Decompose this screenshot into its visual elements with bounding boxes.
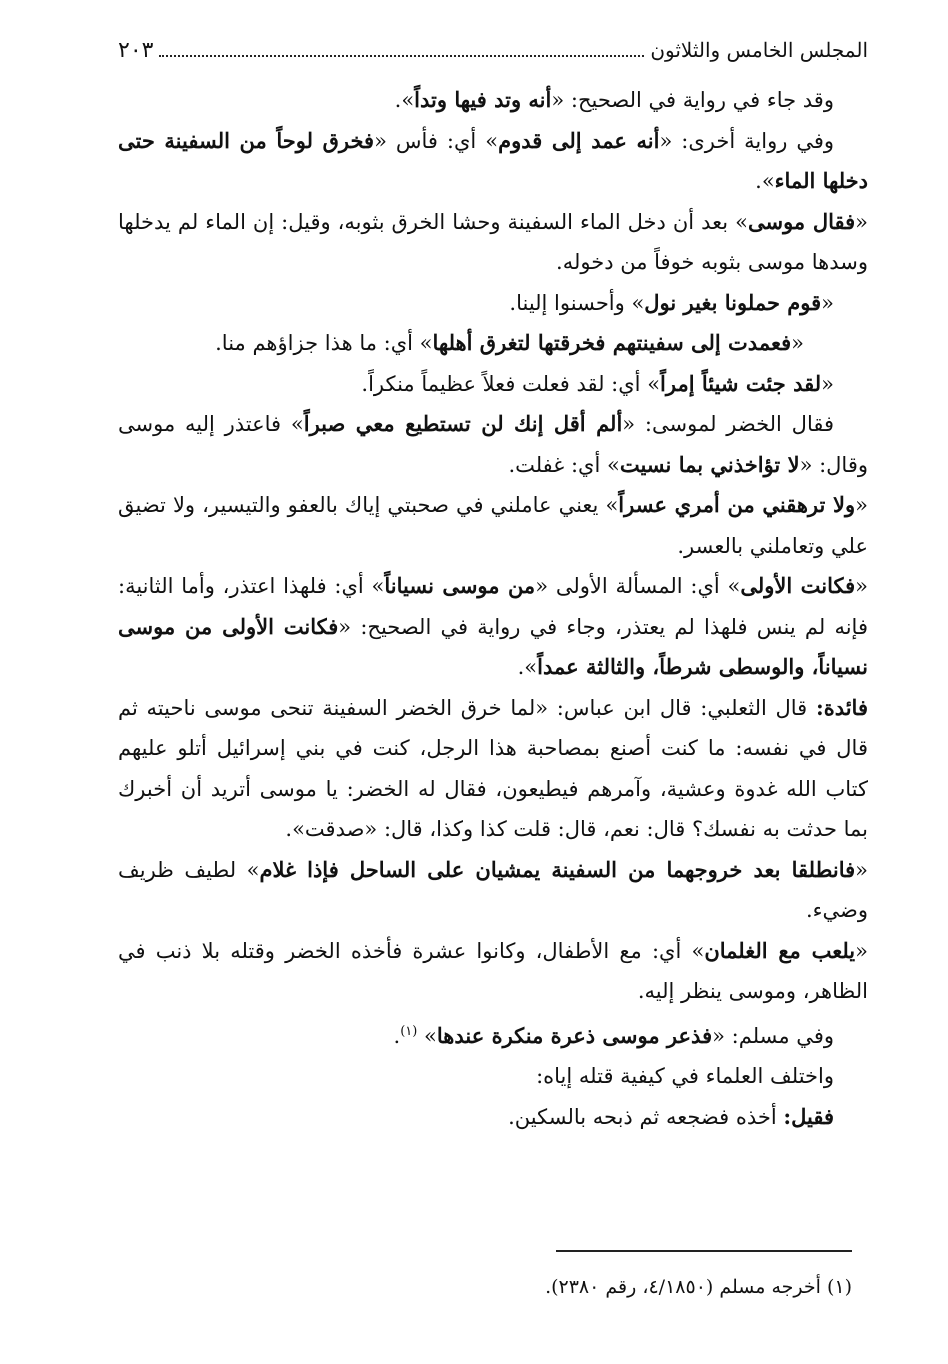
quoted-text-bold: لقد جئت شيئاً إمراً — [660, 370, 822, 396]
paragraph — [118, 850, 868, 931]
paragraph — [118, 364, 868, 405]
paragraph-text: « — [791, 331, 804, 355]
paragraph-text: » أي: المسألة الأولى « — [535, 574, 741, 598]
paragraph — [118, 323, 868, 364]
paragraph-text: » أي: فأس « — [374, 128, 499, 153]
footnote: (١) أخرجه مسلم (٤/١٨٥٠، رقم ٢٣٨٠). — [545, 1276, 852, 1298]
quoted-text-bold: فائدة: — [815, 694, 868, 720]
paragraph-text: . — [393, 1023, 401, 1048]
quoted-text-bold: لا تؤاخذني بما نسيت — [619, 451, 800, 477]
paragraph — [118, 404, 868, 485]
running-header — [118, 38, 868, 78]
paragraph — [118, 121, 868, 202]
paragraph-text: واختلف العلماء في كيفية قتله إياه: — [536, 1064, 834, 1088]
quoted-text-bold: قوم حملونا بغير نول — [644, 289, 822, 315]
quoted-text-bold: فكانت الأولى — [740, 573, 856, 598]
paragraph — [118, 931, 868, 1012]
paragraph-text: « — [855, 574, 868, 598]
footnote-marker: (١) — [400, 1023, 418, 1039]
paragraph-text: » فاعتذر إليه موسى وقال: « — [118, 412, 868, 477]
quoted-text-bold: فعمدت إلى سفينتهم فخرقتها لتغرق أهلها — [432, 330, 792, 355]
quoted-text-bold: يلعب مع الغلمان — [704, 937, 856, 963]
paragraph-text: « — [855, 857, 868, 882]
paragraph — [118, 283, 868, 324]
paragraph-text: » أي: لقد فعلت فعلاً عظيماً منكراً. — [361, 371, 661, 396]
quoted-text-bold: فقيل: — [783, 1103, 834, 1129]
paragraph — [118, 202, 868, 283]
quoted-text-bold: فكانت الأولى من موسى نسياناً، والوسطى شرطاً، والثالثة عمداً — [118, 613, 868, 679]
paragraph-text: « — [855, 938, 869, 963]
paragraph-text: ». — [517, 655, 538, 679]
quoted-text-bold: فذعر موسى ذعرة منكرة عندها — [436, 1022, 713, 1048]
paragraph — [118, 566, 868, 688]
paragraph-text: وقد جاء في رواية في الصحيح: « — [551, 88, 834, 112]
footnote-separator — [556, 1250, 852, 1252]
quoted-text-bold: فخرق لوحاً من السفينة حتى دخلها الماء — [118, 127, 868, 193]
paragraph-text: فقال الخضر لموسى: « — [622, 412, 835, 436]
paragraph-text: ». — [394, 88, 415, 112]
paragraph-text: » أي: ما هذا جزاؤهم منا. — [215, 331, 433, 355]
dotted-leader — [159, 41, 644, 57]
paragraph-text: وفي رواية أخرى: « — [659, 128, 835, 153]
paragraph-text: » يعني عاملني في صحبتي إياك بالعفو والتيسير، ولا تضيق علي وتعاملني بالعسر. — [118, 493, 868, 558]
paragraph-text: قال الثعلبي: قال ابن عباس: «لما خرق الخضر السفينة تنحى موسى ناحيته ثم قال في نفسه: ما كنت أصنع بمصاحبة هذا الرجل، كنت في بني إسرائيل أتلو عليهم كتاب الله غدوة وعشية، وآمرهم فيطيعون، فقال له الخضر: يا موسى أتريد أن أخبرك بما حدثت به نفسك؟ قال: نعم، قال: قلت كذا وكذا، قال: «صدقت». — [118, 695, 868, 841]
paragraph-text: « — [821, 290, 834, 315]
paragraph — [118, 1056, 868, 1097]
quoted-text-bold: ألم أقل إنك لن تستطيع معي صبراً — [303, 411, 623, 436]
chapter-title: المجلس الخامس والثلاثون — [650, 38, 868, 62]
quoted-text-bold: من موسى نسياناً — [384, 573, 536, 598]
quoted-text-bold: ولا ترهقني من أمري عسراً — [618, 492, 856, 517]
paragraph-text: « — [855, 493, 868, 517]
paragraph-text: » أي: مع الأطفال، وكانوا عشرة فأخذه الخضر وقتله بلا ذنب في الظاهر، وموسى ينظر إليه. — [118, 938, 868, 1003]
paragraph — [118, 1097, 868, 1138]
page-number: ٢٠٣ — [118, 38, 154, 63]
paragraph-text: وفي مسلم: « — [712, 1023, 834, 1048]
body-text — [118, 80, 868, 1137]
paragraph-text: أخذه فضجعه ثم ذبحه بالسكين. — [508, 1104, 784, 1129]
paragraph-text: » بعد أن دخل الماء السفينة وحشا الخرق بثوبه، وقيل: إن الماء لم يدخلها وسدها موسى بثوبه خوفاً من دخوله. — [118, 209, 868, 274]
quoted-text-bold: فانطلقا بعد خروجهما من السفينة يمشيان على الساحل فإذا غلام — [259, 856, 856, 882]
paragraph-text: » أي: غفلت. — [508, 452, 620, 477]
quoted-text-bold: أنه وتد فيها وتداً — [414, 87, 552, 112]
paragraph — [118, 80, 868, 121]
paragraph-text: » أي: فلهذا اعتذر، وأما الثانية: فإنه لم ينس فلهذا لم يعتذر، وجاء في رواية في الصحيح: « — [118, 574, 868, 639]
paragraph-text: « — [855, 209, 868, 234]
quoted-text-bold: فقال موسى — [747, 208, 856, 234]
paragraph-text: » — [417, 1023, 437, 1048]
paragraph-text: » وأحسنوا إلينا. — [509, 290, 645, 315]
paragraph — [118, 485, 868, 566]
paragraph — [118, 688, 868, 850]
paragraph-text: ». — [755, 169, 775, 193]
paragraph-text: » لطيف ظريف وضيء. — [118, 857, 868, 922]
paragraph-text: « — [821, 371, 834, 396]
quoted-text-bold: أنه عمد إلى قدوم — [498, 127, 660, 153]
paragraph — [118, 1012, 868, 1057]
